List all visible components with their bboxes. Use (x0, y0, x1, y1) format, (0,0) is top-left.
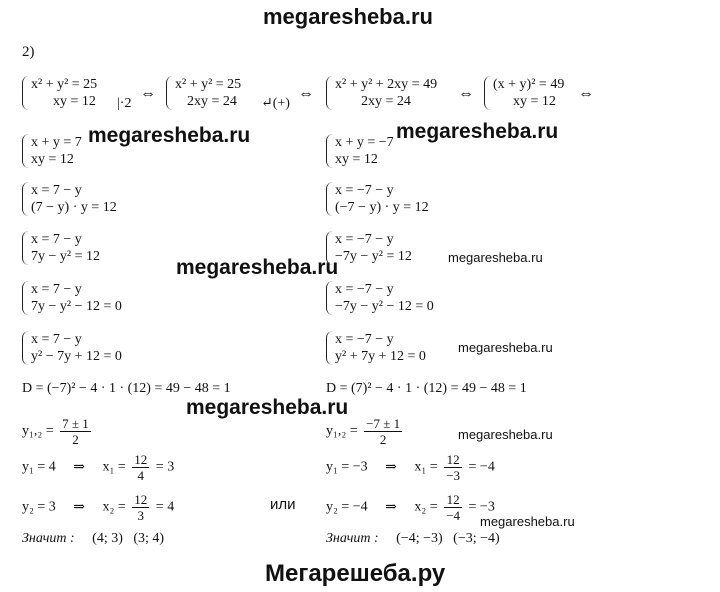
right-system-2-line-1: x = −7 − y (335, 183, 394, 198)
left-root-2 (22, 492, 174, 523)
top-system-2-line-1: x² + y² = 25 (175, 77, 242, 92)
right-implies-1: ⇒ (385, 459, 397, 475)
right-answer-pairs: (−4; −3) (−3; −4) (396, 531, 500, 546)
top-system-3-line-1: x² + y² + 2xy = 49 (335, 77, 438, 92)
left-x2-result: = 4 (155, 499, 175, 515)
left-root-fraction (60, 416, 91, 447)
right-system-4-line-1: x = −7 − y (335, 282, 394, 297)
left-discriminant: D = (−7)² − 4 · 1 · (12) = 49 − 48 = 1 (22, 381, 231, 396)
left-system-1 (22, 134, 82, 168)
top-system-2-line-2: 2xy = 24 (187, 94, 237, 109)
left-implies-1: ⇒ (73, 459, 86, 475)
left-x1-denominator: 4 (137, 468, 145, 483)
watermark: megaresheba.ru (186, 396, 349, 419)
right-root-1 (326, 452, 495, 483)
right-root-2 (326, 492, 495, 523)
left-answer-label: Значит : (22, 531, 75, 546)
right-x1-result: = −4 (468, 459, 495, 475)
left-system-1-line-2: xy = 12 (31, 152, 74, 167)
watermark: megaresheba.ru (480, 514, 575, 529)
left-system-5-line-2: y² − 7y + 12 = 0 (31, 349, 122, 364)
left-x1-numerator: 12 (134, 452, 148, 467)
top-system-4-line-1: (x + y)² = 49 (493, 77, 565, 92)
right-x2-fraction (444, 492, 462, 523)
left-system-1-line-1: x + y = 7 (31, 135, 82, 150)
right-system-4 (326, 281, 434, 315)
right-x1-numerator: 12 (444, 452, 462, 468)
left-system-2-line-2: (7 − y) · y = 12 (31, 200, 117, 215)
left-system-4-line-2: 7y − y² − 12 = 0 (31, 299, 122, 314)
left-system-5-line-1: x = 7 − y (31, 332, 82, 347)
top-system-2 (166, 76, 241, 110)
right-system-3 (326, 231, 412, 265)
top-system-1-line-2: xy = 12 (53, 94, 96, 109)
right-system-5 (326, 331, 426, 365)
right-system-2 (326, 182, 429, 216)
multiply-by-2-note: |·2 (117, 96, 132, 111)
left-system-3-line-1: x = 7 − y (31, 232, 82, 247)
right-x1-denominator: −3 (446, 468, 461, 483)
right-system-5-line-1: x = −7 − y (335, 332, 394, 347)
right-answer (326, 531, 500, 547)
equivalence-arrow-4: ⇔ (578, 85, 594, 102)
top-system-1-line-1: x² + y² = 25 (31, 77, 98, 92)
top-system-4 (484, 76, 564, 110)
right-y2: y₂ = −4 (326, 499, 368, 515)
right-implies-2: ⇒ (385, 499, 397, 515)
top-system-3 (326, 76, 437, 110)
right-x1-fraction (444, 452, 462, 483)
right-root-fraction (364, 416, 402, 447)
top-system-4-line-2: xy = 12 (513, 94, 556, 109)
watermark: megaresheba.ru (176, 256, 339, 279)
left-x2-numerator: 12 (134, 492, 148, 507)
right-answer-label: Значит : (326, 531, 379, 546)
top-system-3-line-2: 2xy = 24 (361, 94, 411, 109)
left-system-4-line-1: x = 7 − y (31, 282, 82, 297)
watermark: megaresheba.ru (88, 124, 251, 147)
right-system-1 (326, 134, 394, 168)
left-x2-denominator: 3 (137, 508, 145, 523)
right-x1-lhs: x₁ = (414, 459, 438, 475)
left-system-3-line-2: 7y − y² = 12 (31, 249, 100, 264)
right-system-3-line-2: −7y − y² = 12 (335, 249, 412, 264)
right-system-4-line-2: −7y − y² − 12 = 0 (335, 299, 434, 314)
right-system-3-line-1: x = −7 − y (335, 232, 394, 247)
right-root-lhs: y₁,₂ = (326, 423, 358, 439)
equivalence-arrow-1: ⇔ (140, 85, 156, 102)
right-discriminant: D = (7)² − 4 · 1 · (12) = 49 − 48 = 1 (326, 381, 527, 396)
right-system-5-line-2: y² + 7y + 12 = 0 (335, 349, 426, 364)
footer-watermark: Мегарешеба.ру (265, 560, 446, 587)
right-x2-result: = −3 (468, 499, 495, 515)
left-root-formula (22, 416, 94, 447)
watermark: megaresheba.ru (458, 427, 553, 442)
top-system-1 (22, 76, 97, 110)
watermark: megaresheba.ru (396, 120, 559, 143)
left-system-5 (22, 331, 122, 365)
equivalence-arrow-2: ⇔ (298, 85, 314, 102)
right-root-denominator: 2 (379, 432, 387, 447)
left-system-2-line-1: x = 7 − y (31, 183, 82, 198)
right-x2-denominator: −4 (446, 508, 461, 523)
left-x2-fraction (132, 492, 149, 523)
watermark: megaresheba.ru (448, 250, 543, 265)
right-system-1-line-2: xy = 12 (335, 152, 378, 167)
left-system-3 (22, 231, 100, 265)
right-root-numerator: −7 ± 1 (366, 416, 401, 431)
right-y1: y₁ = −3 (326, 459, 368, 475)
watermark: megaresheba.ru (458, 340, 553, 355)
left-x2-lhs: x₂ = (102, 499, 126, 515)
left-y2: y₂ = 3 (22, 499, 56, 515)
left-root-numerator: 7 ± 1 (62, 416, 89, 431)
equivalence-arrow-3: ⇔ (458, 85, 474, 102)
right-x2-numerator: 12 (444, 492, 462, 508)
right-system-2-line-2: (−7 − y) · y = 12 (335, 200, 429, 215)
left-x1-lhs: x₁ = (102, 459, 126, 475)
right-root-formula (326, 416, 405, 447)
left-system-4 (22, 281, 122, 315)
left-answer-pairs: (4; 3) (3; 4) (92, 531, 165, 546)
right-system-1-line-1: x + y = −7 (335, 135, 394, 150)
left-answer (22, 531, 164, 547)
left-root-1 (22, 452, 174, 483)
left-x1-result: = 3 (155, 459, 175, 475)
left-y1: y₁ = 4 (22, 459, 56, 475)
left-root-lhs: y₁,₂ = (22, 423, 54, 439)
right-x2-lhs: x₂ = (414, 499, 438, 515)
left-system-2 (22, 182, 117, 216)
problem-label: 2) (22, 44, 35, 60)
or-word: или (270, 496, 296, 513)
add-equations-note: ↵(+) (261, 96, 290, 111)
left-x1-fraction (132, 452, 149, 483)
left-implies-2: ⇒ (73, 499, 86, 515)
header-watermark: megaresheba.ru (263, 4, 433, 29)
left-root-denominator: 2 (72, 432, 79, 447)
